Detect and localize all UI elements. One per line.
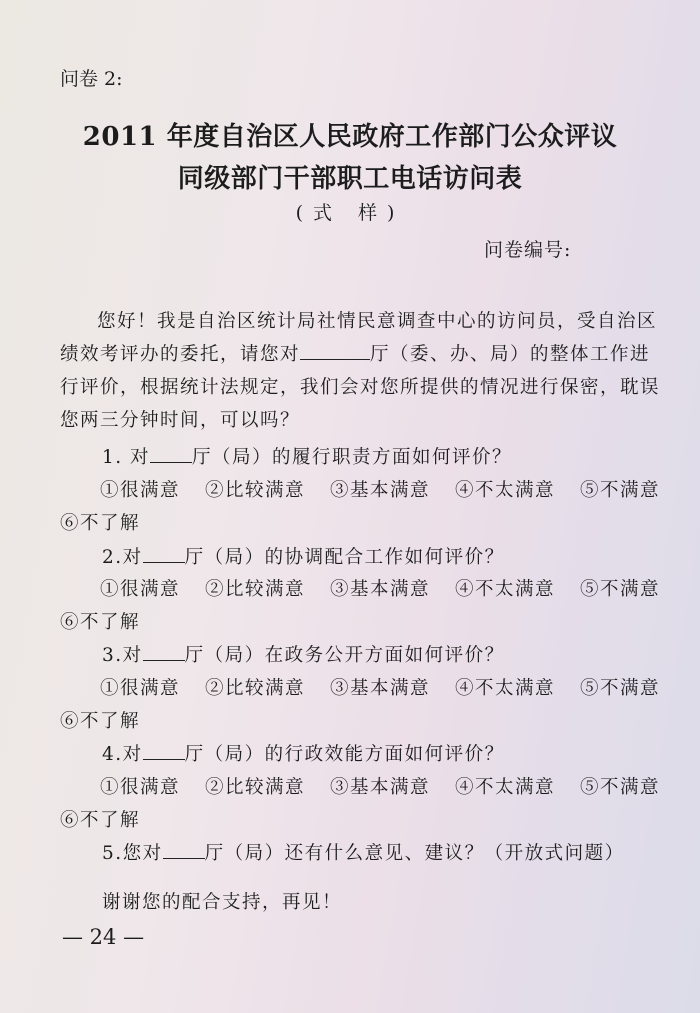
question-text: 厅（局）的履行职责方面如何评价？ [192, 447, 513, 468]
intro-text-part1: 您好！我是自治区统计局社情民意调查中心的访问员，受自治区绩效考评办的委托，请您对 [60, 311, 658, 365]
question-prefix: 5.您对 [102, 843, 163, 864]
question-text: 厅（局）还有什么意见、建议？（开放式问题） [204, 843, 625, 864]
question-4 [60, 740, 660, 766]
department-blank [300, 341, 370, 361]
options-row-2 [100, 575, 660, 601]
department-blank [150, 444, 192, 464]
question-text: 厅（局）的协调配合工作如何评价？ [184, 547, 505, 568]
question-1 [60, 443, 660, 469]
option-5: ⑤不满意 [579, 777, 660, 798]
option-5: ⑤不满意 [579, 480, 660, 501]
option-4: ④不太满意 [454, 678, 555, 699]
option-1: ①很满意 [100, 579, 181, 600]
question-prefix: 4.对 [102, 744, 143, 765]
department-blank [143, 642, 185, 662]
option-2: ②比较满意 [204, 777, 305, 798]
option-2: ②比较满意 [204, 678, 305, 699]
question-3 [60, 641, 660, 667]
options-row-1 [100, 476, 660, 502]
question-text: 厅（局）在政务公开方面如何评价？ [184, 645, 505, 666]
questionnaire-label: 问卷 2: [60, 68, 123, 90]
question-prefix: 2.对 [102, 547, 143, 568]
option-6: ⑥不了解 [60, 810, 141, 831]
option-3: ③基本满意 [329, 777, 430, 798]
page-subtitle: (式 样) [295, 202, 405, 224]
questionnaire-number-label: 问卷编号: [484, 239, 572, 261]
department-blank [143, 741, 185, 761]
option-4: ④不太满意 [454, 777, 555, 798]
intro-paragraph [60, 305, 660, 437]
department-blank [163, 840, 205, 860]
question-2 [60, 543, 660, 569]
department-blank [143, 544, 185, 564]
option-1: ①很满意 [100, 480, 181, 501]
options-row-4 [100, 773, 660, 799]
option-5: ⑤不满意 [579, 678, 660, 699]
option-2: ②比较满意 [204, 480, 305, 501]
intro-text-part2: 厅（委、办、局）的整体工作进行评价，根据统计法规定，我们会对您所提供的情况进行保密，耽误您两三分钟时间，可以吗？ [60, 344, 661, 431]
option-3: ③基本满意 [329, 579, 430, 600]
page-title-line2: 同级部门干部职工电话访问表 [177, 164, 523, 194]
option-6: ⑥不了解 [60, 513, 141, 534]
option-4: ④不太满意 [454, 579, 555, 600]
option-1: ①很满意 [100, 777, 181, 798]
option-3: ③基本满意 [329, 678, 430, 699]
question-prefix: 3.对 [102, 645, 143, 666]
closing-thanks: 谢谢您的配合支持，再见！ [102, 892, 343, 913]
question-text: 厅（局）的行政效能方面如何评价？ [184, 744, 505, 765]
option-2: ②比较满意 [204, 579, 305, 600]
option-4: ④不太满意 [454, 480, 555, 501]
question-5 [60, 839, 660, 865]
page-number: — 24 — [62, 925, 145, 949]
option-5: ⑤不满意 [579, 579, 660, 600]
option-3: ③基本满意 [329, 480, 430, 501]
page-title-line1: 2011 年度自治区人民政府工作部门公众评议 [82, 122, 618, 152]
option-6: ⑥不了解 [60, 711, 141, 732]
options-row-3 [100, 674, 660, 700]
option-1: ①很满意 [100, 678, 181, 699]
option-6: ⑥不了解 [60, 612, 141, 633]
question-prefix: 1. 对 [102, 447, 151, 468]
